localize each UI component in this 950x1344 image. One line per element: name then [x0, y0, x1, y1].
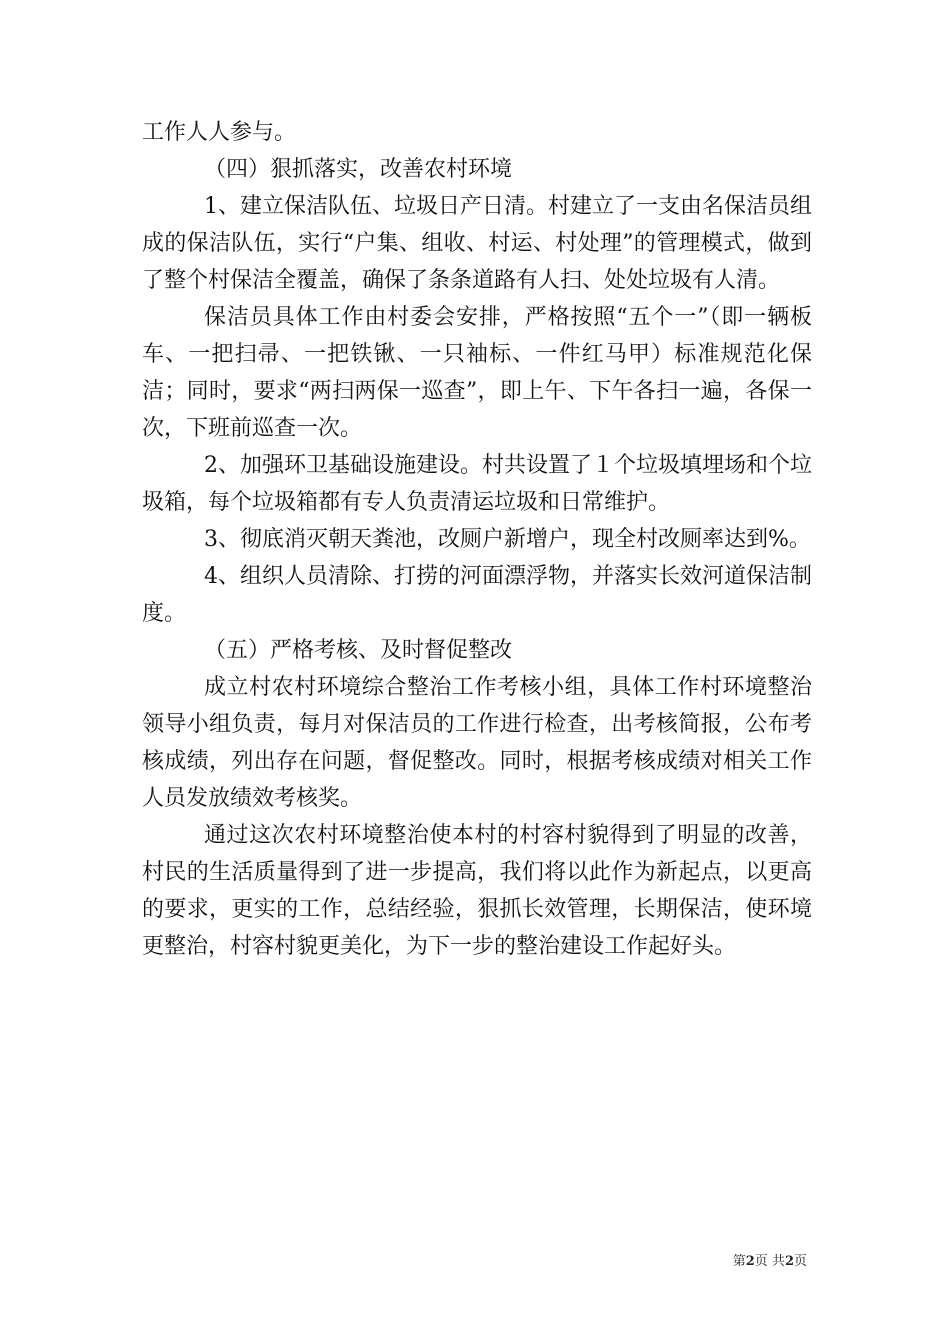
footer-current-page: 2: [745, 1254, 755, 1269]
paragraph-cleaning-team: 1、建立保洁队伍、垃圾日产日清。村建立了一支由名保洁员组成的保洁队伍，实行“户集、组收、村运、村处理”的管理模式，做到了整个村保洁全覆盖，确保了条条道路有人扫、处处垃圾有人清。: [142, 194, 812, 293]
footer-middle: 页 共: [754, 1254, 785, 1269]
paragraph-toilet-reform: 3、彻底消灭朝天粪池，改厕户新增户，现全村改厕率达到%。: [204, 527, 811, 552]
paragraph-cleaner-duties: 保洁员具体工作由村委会安排，严格按照“五个一”（即一辆板车、一把扫帚、一把铁锹、一只袖标、一件红马甲）标准规范化保洁；同时，要求“两扫两保一巡查”，即上午、下午各扫一遍，各保一次，下班前巡查一次。: [142, 305, 812, 441]
paragraph-sanitation-facilities: 2、加强环卫基础设施建设。村共设置了１个垃圾填埋场和个垃圾箱，每个垃圾箱都有专人负责清运垃圾和日常维护。: [142, 453, 812, 515]
section-heading-5: （五）严格考核、及时督促整改: [204, 638, 513, 663]
paragraph-conclusion: 通过这次农村环境整治使本村的村容村貌得到了明显的改善，村民的生活质量得到了进一步提高，我们将以此作为新起点，以更高的要求，更实的工作，总结经验，狠抓长效管理，长期保洁，使环境更整治，村容村貌更美化，为下一步的整治建设工作起好头。: [142, 823, 812, 959]
footer-prefix: 第: [732, 1254, 746, 1269]
page-number-footer: [733, 1250, 807, 1269]
document-body: [142, 114, 812, 965]
paragraph-continuation: 工作人人参与。: [142, 120, 297, 145]
footer-total-pages: 2: [784, 1254, 794, 1269]
footer-suffix: 页: [793, 1254, 807, 1269]
section-heading-4: （四）狠抓落实，改善农村环境: [204, 157, 513, 182]
paragraph-river-cleaning: 4、组织人员清除、打捞的河面漂浮物，并落实长效河道保洁制度。: [142, 564, 812, 626]
paragraph-assessment: 成立村农村环境综合整治工作考核小组，具体工作村环境整治领导小组负责，每月对保洁员的工作进行检查，出考核简报，公布考核成绩，列出存在问题，督促整改。同时，根据考核成绩对相关工作人员发放绩效考核奖。: [142, 675, 812, 811]
